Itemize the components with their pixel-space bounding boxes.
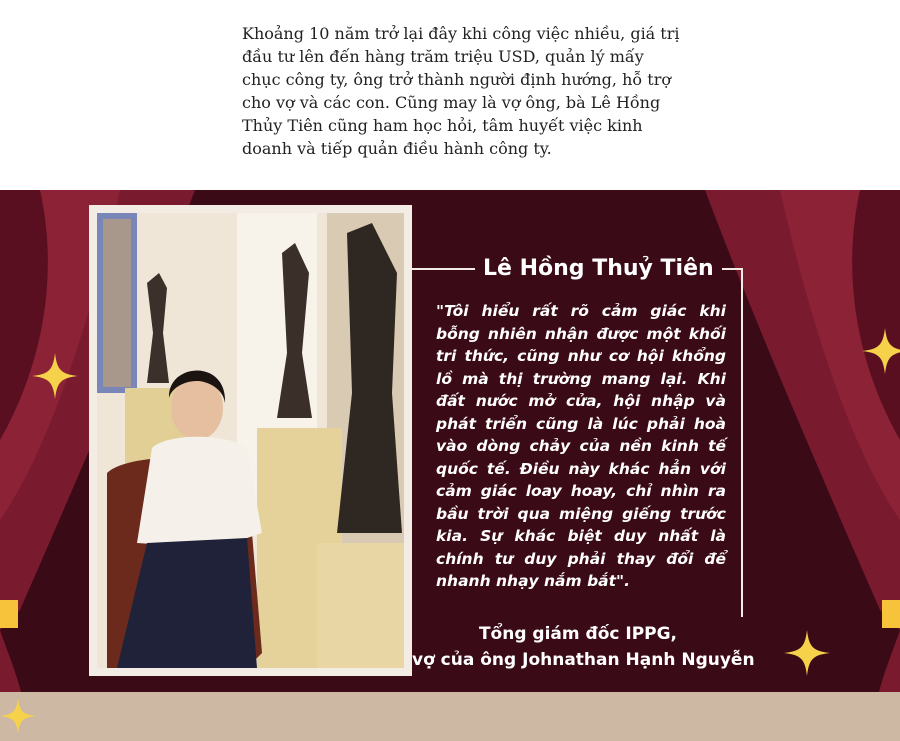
star-icon [862,328,900,374]
portrait-image [97,213,404,668]
stage-banner [0,190,900,741]
photo-caption [412,617,755,677]
portrait-photo [89,205,412,676]
intro-paragraph: Khoảng 10 năm trở lại đây khi công việc nhiều, giá trị đầu tư lên đến hàng trăm triệu USD, quản lý mấy chục công ty, ông trở thành người định hướng, hỗ trợ cho vợ và các con. Cũng may là vợ ông, bà Lê Hồng Thủy Tiên cũng ham học hỏi, tâm huyết việc kinh doanh và tiếp quản điều hành công ty. [242,24,680,158]
quote-text: "Tôi hiểu rất rõ cảm giác khi bỗng nhiên nhận được một khối tri thức, cũng như cơ hội khổng lồ mà thị trường mang lại. Khi đất nước mở cửa, hội nhập và phát triển cũng là lúc phải hoà vào dòng chảy của nền kinh tế quốc tế. Điều này khác hẳn với cảm giác loay hoay, chỉ nhìn ra bầu trời qua miệng giếng trước kia. Sự khác biệt duy nhất là chính tư duy phải thay đổi để nhanh nhạy nắm bắt". [436,302,726,590]
star-icon [784,630,830,676]
stage-floor [0,692,900,741]
person-name: Lê Hồng Thuỷ Tiên [475,253,722,285]
star-icon [32,353,78,399]
caption-title: Tổng giám đốc IPPG, [478,624,678,644]
star-icon [0,698,36,734]
caption-subtitle: vợ của ông Johnathan Hạnh Nguyễn [412,650,755,670]
